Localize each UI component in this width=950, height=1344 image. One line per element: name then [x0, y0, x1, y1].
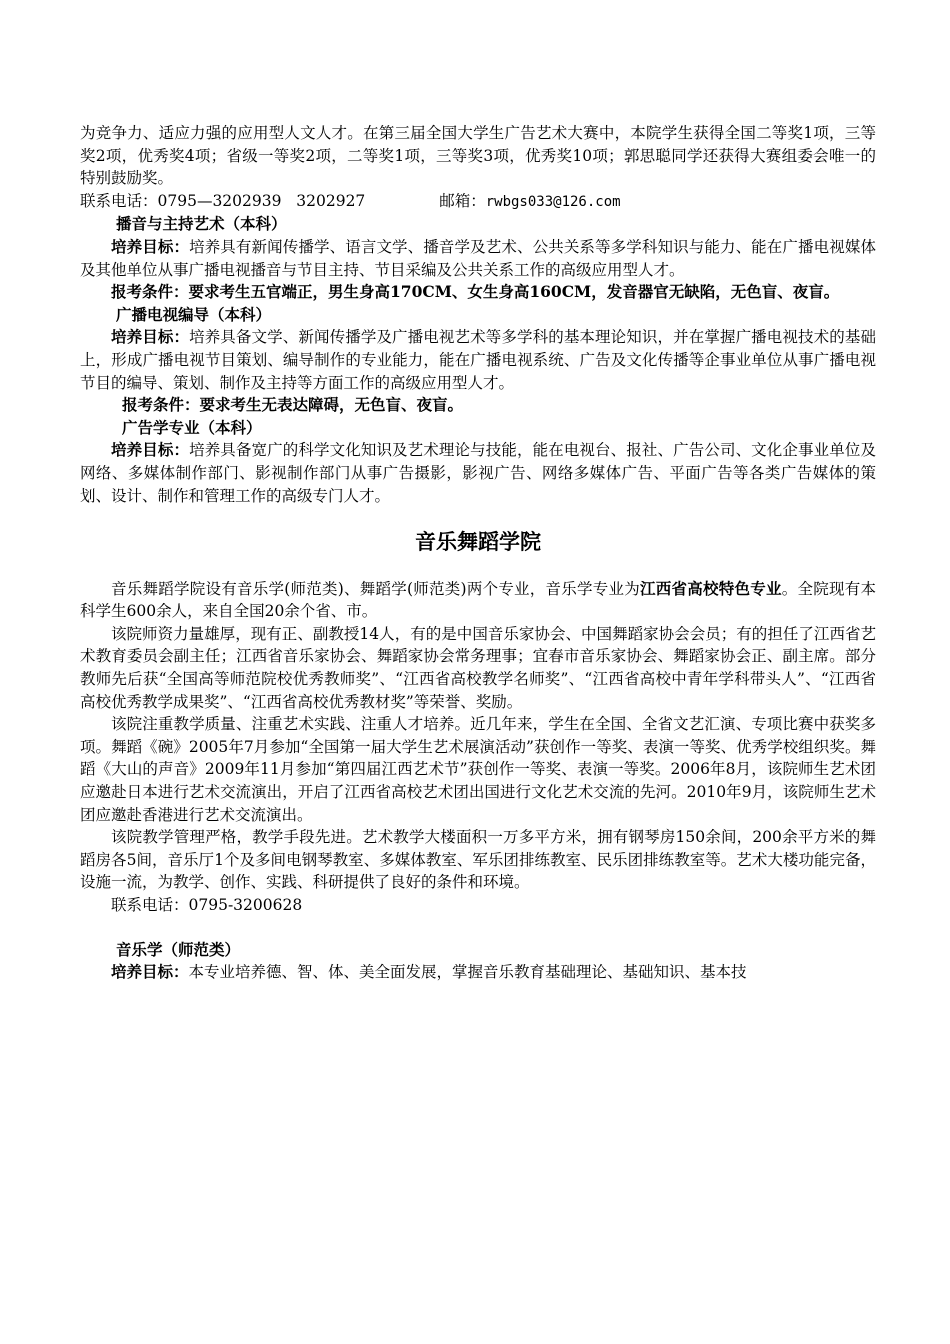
intro-contact	[80, 190, 876, 214]
goal-label: 培养目标：	[111, 440, 190, 460]
goal-text: 培养具备文学、新闻传播学及广播电视艺术等多学科的基本理论知识，并在掌握广播电视技术的基础上，形成广播电视节目策划、编导制作的专业能力，能在广播电视系统、广告及文化传播等企事业单位从事广播电视节目的编导、策划、制作及主持等方面工作的高级应用型人才。	[80, 328, 876, 392]
goal-label: 培养目标：	[111, 327, 190, 347]
major-requirement-tv-directing: 报考条件：要求考生无表达障碍，无色盲、夜盲。	[122, 395, 464, 415]
college-p1-text: 音乐舞蹈学院设有音乐学(师范类)、舞蹈学(师范类)两个专业，音乐学专业为	[111, 579, 641, 598]
major-requirement-broadcasting: 报考条件：要求考生五官端正，男生身高170CM、女生身高160CM，发音器官无缺陷，无色盲、夜盲。	[111, 282, 840, 302]
spacer	[80, 917, 876, 939]
college-title: 音乐舞蹈学院	[415, 529, 541, 555]
major-heading-advertising: 广告学专业（本科）	[122, 417, 262, 437]
major-goal-broadcasting	[80, 236, 876, 281]
college-paragraph-3: 该院注重教学质量、注重艺术实践、注重人才培养。近几年来，学生在全国、全省文艺汇演、专项比赛中获奖多项。舞蹈《碗》2005年7月参加“全国第一届大学生艺术展演活动”获创作一等奖、表演一等奖、优秀学校组织奖。舞蹈《大山的声音》2009年11月参加“第四届江西艺术节”获创作一等奖、表演一等奖。2006年8月，该院师生艺术团应邀赴日本进行艺术交流演出，开启了江西省高校艺术团出国进行文化艺术交流的先河。2010年9月，该院师生艺术团应邀赴香港进行艺术交流演出。	[80, 715, 876, 824]
major-heading-music: 音乐学（师范类）	[116, 939, 241, 959]
major-goal-music	[80, 961, 876, 984]
goal-text: 本专业培养德、智、体、美全面发展，掌握音乐教育基础理论、基础知识、基本技	[188, 963, 747, 982]
featured-major-highlight: 江西省高校特色专业	[640, 578, 782, 598]
major-goal-advertising	[80, 439, 876, 507]
college-paragraph-1	[80, 578, 876, 623]
goal-label: 培养目标：	[111, 962, 189, 982]
intro-email: rwbgs033@126.com	[485, 193, 621, 210]
goal-text: 培养具备宽广的科学文化知识及艺术理论与技能，能在电视台、报社、广告公司、文化企事业单位及网络、多媒体制作部门、影视制作部门从事广告摄影，影视广告、网络多媒体广告、平面广告等各类广告媒体的策划、设计、制作和管理工作的高级专门人才。	[80, 441, 876, 505]
intro-phone: 联系电话：0795—3202939 3202927	[80, 191, 366, 210]
college-paragraph-4: 该院教学管理严格，教学手段先进。艺术教学大楼面积一万多平方米，拥有钢琴房150余间，200余平方米的舞蹈房各5间，音乐厅1个及多间电钢琴教室、多媒体教室、军乐团排练教室、民乐团排练教室等。艺术大楼功能完备，设施一流，为教学、创作、实践、科研提供了良好的条件和环境。	[80, 828, 876, 892]
document-page	[80, 122, 876, 984]
intro-paragraph: 为竞争力、适应力强的应用型人文人才。在第三届全国大学生广告艺术大赛中，本院学生获得全国二等奖1项，三等奖2项，优秀奖4项；省级一等奖2项，二等奖1项，三等奖3项，优秀奖10项；郭思聪同学还获得大赛组委会唯一的特别鼓励奖。	[80, 124, 876, 188]
intro-email-label: 邮箱：	[439, 191, 486, 210]
major-heading-tv-directing: 广播电视编导（本科）	[116, 304, 272, 324]
goal-text: 培养具有新闻传播学、语言文学、播音学及艺术、公共关系等多学科知识与能力、能在广播电视媒体及其他单位从事广播电视播音与节目主持、节目采编及公共关系工作的高级应用型人才。	[80, 237, 876, 279]
college-p1-text-end: 。全院现有本科学生600余人，来自全国20余个省、市。	[80, 579, 876, 621]
goal-label: 培养目标：	[111, 236, 190, 256]
major-goal-tv-directing	[80, 326, 876, 394]
major-heading-broadcasting: 播音与主持艺术（本科）	[116, 214, 287, 234]
college-contact: 联系电话：0795-3200628	[111, 896, 303, 914]
college-paragraph-2: 该院师资力量雄厚，现有正、副教授14人，有的是中国音乐家协会、中国舞蹈家协会会员；有的担任了江西省艺术教育委员会副主任；江西省音乐家协会、舞蹈家协会常务理事；宜春市音乐家协会、舞蹈家协会正、副主席。部分教师先后获“全国高等师范院校优秀教师奖”、“江西省高校教学名师奖”、“江西省高校中青年学科带头人”、“江西省高校优秀教学成果奖”、“江西省高校优秀教材奖”等荣誉、奖励。	[80, 624, 876, 711]
